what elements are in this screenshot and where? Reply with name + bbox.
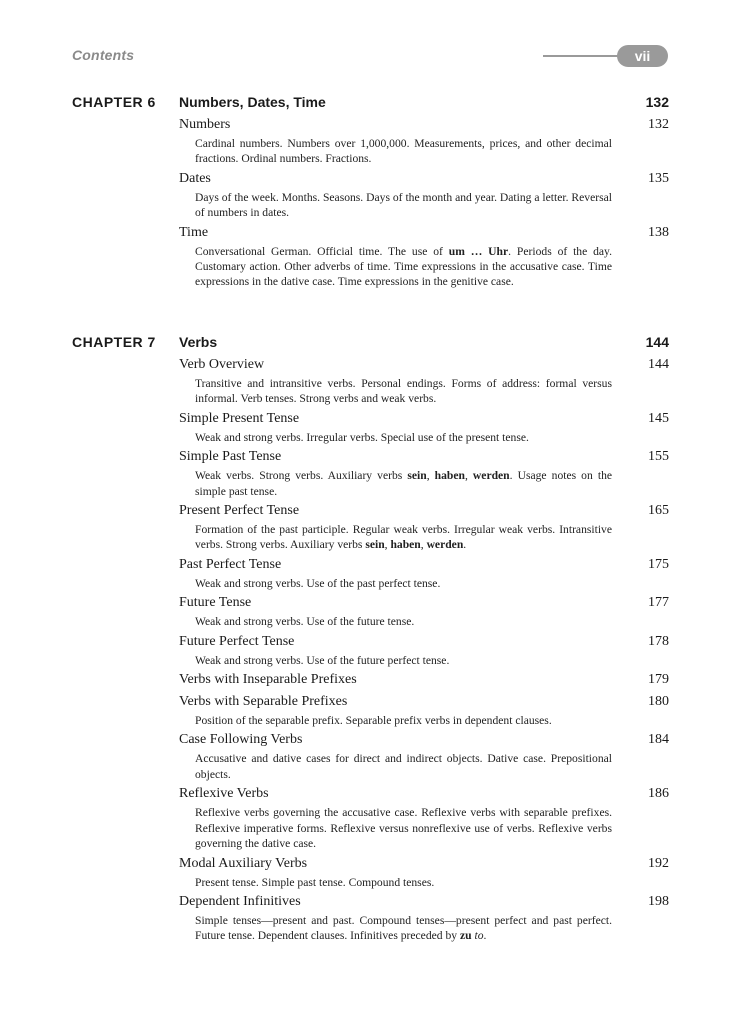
toc-entry-row bbox=[179, 225, 669, 244]
toc-entry-row bbox=[179, 503, 669, 522]
toc-entry-description: Position of the separable prefix. Separable prefix verbs in dependent clauses. bbox=[195, 714, 552, 728]
toc-entry-page-number: 198 bbox=[648, 893, 669, 909]
toc-entry bbox=[179, 732, 669, 782]
toc-entry bbox=[179, 503, 669, 553]
toc-entry-description: Weak and strong verbs. Irregular verbs. Special use of the present tense. bbox=[195, 430, 529, 444]
chapter-7-sections bbox=[179, 357, 669, 948]
toc-entry-page-number: 192 bbox=[648, 855, 669, 871]
toc-entry bbox=[179, 357, 669, 407]
toc-entry bbox=[179, 672, 669, 694]
toc-entry-row bbox=[179, 894, 669, 913]
toc-entry-page-number: 155 bbox=[648, 449, 669, 465]
toc-entry-title: Numbers bbox=[179, 117, 231, 132]
toc-entry-title: Present Perfect Tense bbox=[179, 503, 300, 519]
toc-entry-description: Reflexive verbs governing the accusative case. Reflexive verbs with separable prefixes. Reflexive imperative forms. Reflexive versus nonreflexive use of verbs. Reflexive verbs governing the dative case. bbox=[195, 806, 612, 851]
toc-entry-page-number: 179 bbox=[648, 672, 669, 688]
toc-entry-title: Dependent Infinitives bbox=[179, 893, 301, 909]
chapter-label: CHAPTER 6 bbox=[72, 94, 156, 110]
toc-entry-description: Weak and strong verbs. Use of the past perfect tense. bbox=[195, 576, 441, 590]
toc-entry-page-number: 178 bbox=[648, 633, 669, 649]
toc-entry-title: Future Tense bbox=[179, 595, 252, 611]
toc-entry-page-number: 180 bbox=[648, 694, 669, 710]
page-number-badge: vii bbox=[617, 45, 668, 67]
toc-entry-description: Days of the week. Months. Seasons. Days of the month and year. Dating a letter. Reversal of numbers in dates. bbox=[195, 190, 612, 220]
toc-entry-description: Accusative and dative cases for direct and indirect objects. Dative case. Prepositional objects. bbox=[195, 752, 612, 781]
toc-entry-page-number: 184 bbox=[648, 732, 669, 748]
toc-entry-page-number: 135 bbox=[648, 170, 669, 186]
toc-entry-title: Simple Past Tense bbox=[179, 449, 282, 465]
toc-entry-description: Conversational German. Official time. The use of um … Uhr. Periods of the day. Customary action. Other adverbs of time. Time expressions in the accusative case. Time expressions in the dative case. Time expressions in the genitive case. bbox=[195, 244, 612, 289]
toc-entry-title: Simple Present Tense bbox=[179, 410, 300, 426]
toc-entry-row bbox=[179, 672, 669, 691]
toc-entry-description: Simple tenses—present and past. Compound tenses—present perfect and past perfect. Future tense. Dependent clauses. Infinitives preceded by zu to. bbox=[195, 913, 612, 943]
toc-entry bbox=[179, 856, 669, 890]
toc-entry-row bbox=[179, 732, 669, 751]
toc-entry bbox=[179, 225, 669, 290]
chapter-title: Verbs bbox=[179, 334, 218, 350]
toc-entry-row bbox=[179, 694, 669, 713]
toc-entry-row bbox=[179, 449, 669, 468]
toc-entry-page-number: 165 bbox=[648, 503, 669, 519]
toc-entry-row bbox=[179, 171, 669, 190]
toc-entry-title: Verbs with Inseparable Prefixes bbox=[179, 672, 357, 688]
toc-entry-title: Past Perfect Tense bbox=[179, 556, 282, 572]
toc-entry-page-number: 175 bbox=[648, 556, 669, 572]
toc-entry-page-number: 144 bbox=[648, 357, 669, 372]
chapter-label: CHAPTER 7 bbox=[72, 334, 156, 350]
toc-entry bbox=[179, 595, 669, 629]
toc-entry-description: Cardinal numbers. Numbers over 1,000,000. Measurements, prices, and other decimal fractions. Ordinal numbers. Fractions. bbox=[195, 137, 612, 166]
running-header-title: Contents bbox=[72, 47, 135, 63]
chapter-page-number: 132 bbox=[645, 94, 669, 110]
toc-entry-title: Case Following Verbs bbox=[179, 732, 303, 748]
chapter-page-number: 144 bbox=[645, 334, 669, 350]
toc-entry-title: Verbs with Separable Prefixes bbox=[179, 694, 348, 710]
toc-entry bbox=[179, 449, 669, 499]
toc-entry-row bbox=[179, 595, 669, 614]
toc-entry-row bbox=[179, 357, 669, 376]
toc-entry bbox=[179, 694, 669, 728]
toc-entry bbox=[179, 894, 669, 944]
toc-entry-title: Verb Overview bbox=[179, 357, 265, 372]
chapter-title: Numbers, Dates, Time bbox=[179, 94, 326, 110]
toc-entry-row bbox=[179, 411, 669, 430]
chapter-6-sections bbox=[179, 117, 669, 294]
toc-entry-row bbox=[179, 786, 669, 805]
toc-entry-row bbox=[179, 117, 669, 136]
toc-entry-description: Transitive and intransitive verbs. Personal endings. Forms of address: formal versus informal. Verb tenses. Strong verbs and weak verbs. bbox=[195, 377, 612, 406]
toc-entry-description: Weak and strong verbs. Use of the future tense. bbox=[195, 615, 415, 629]
toc-entry-row bbox=[179, 634, 669, 653]
toc-entry bbox=[179, 171, 669, 221]
toc-entry-page-number: 145 bbox=[648, 410, 669, 426]
toc-entry-description: Weak and strong verbs. Use of the future perfect tense. bbox=[195, 653, 450, 667]
toc-entry bbox=[179, 557, 669, 591]
toc-entry-row bbox=[179, 557, 669, 576]
toc-entry-page-number: 186 bbox=[648, 786, 669, 802]
toc-entry-title: Dates bbox=[179, 170, 211, 186]
toc-entry-title: Future Perfect Tense bbox=[179, 633, 295, 649]
toc-entry bbox=[179, 634, 669, 668]
toc-entry-title: Reflexive Verbs bbox=[179, 786, 269, 802]
toc-entry bbox=[179, 117, 669, 167]
toc-entry-description: Weak verbs. Strong verbs. Auxiliary verbs sein, haben, werden. Usage notes on the simple past tense. bbox=[195, 469, 613, 498]
toc-entry-page-number: 138 bbox=[648, 224, 669, 240]
toc-entry-page-number: 177 bbox=[648, 595, 669, 611]
toc-entry-title: Modal Auxiliary Verbs bbox=[179, 855, 308, 871]
toc-entry-page-number: 132 bbox=[648, 117, 669, 132]
toc-entry bbox=[179, 411, 669, 445]
toc-entry-title: Time bbox=[179, 224, 209, 240]
toc-entry-row bbox=[179, 856, 669, 875]
toc-entry-description: Present tense. Simple past tense. Compound tenses. bbox=[195, 875, 435, 889]
toc-entry-description: Formation of the past participle. Regular weak verbs. Irregular weak verbs. Intransitive verbs. Strong verbs. Auxiliary verbs sein, haben, werden. bbox=[195, 523, 612, 552]
toc-entry bbox=[179, 786, 669, 851]
